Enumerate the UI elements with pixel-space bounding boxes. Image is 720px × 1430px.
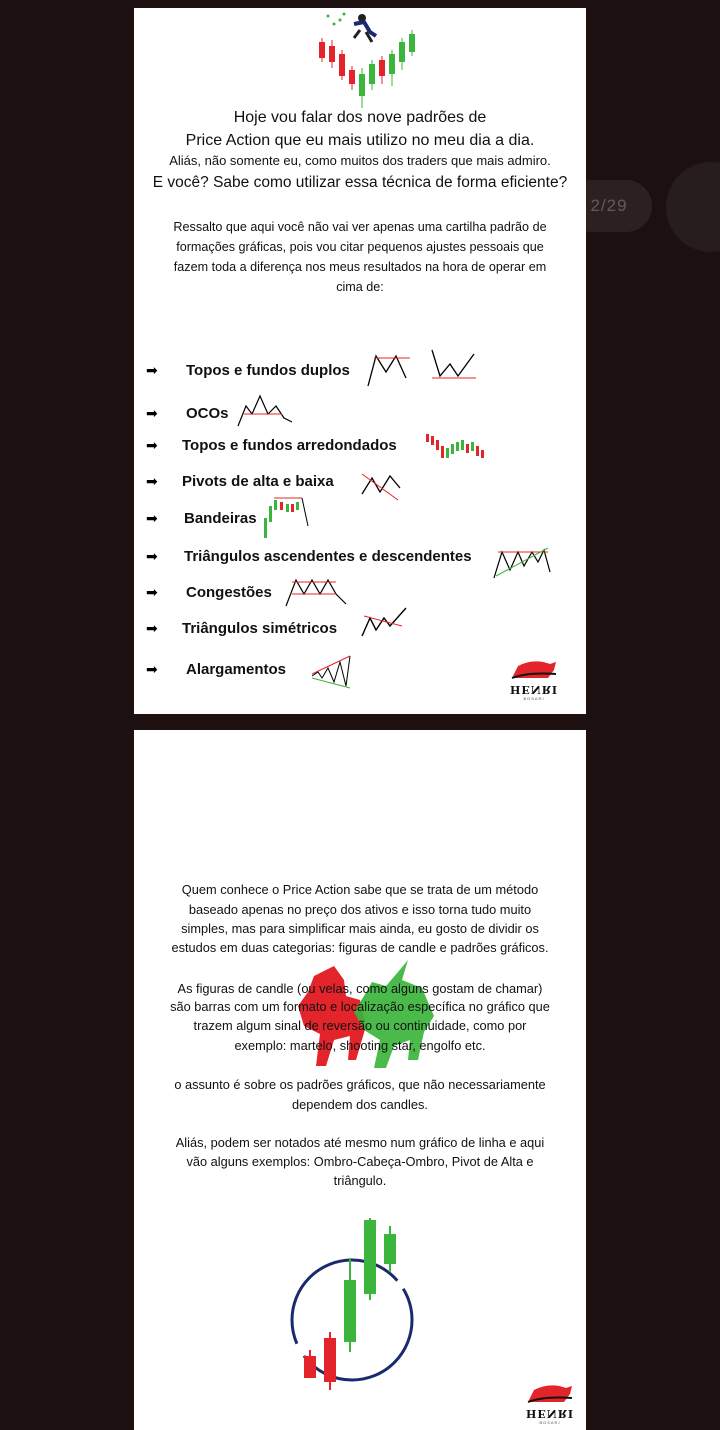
para4-line: vão alguns exemplos: Ombro-Cabeça-Ombro, Pivot de Alta e [186, 1154, 534, 1169]
logo-text: HENRI [509, 683, 559, 696]
intro-paragraph-line: cima de: [336, 280, 384, 294]
pattern-label: Topos e fundos arredondados [182, 436, 397, 454]
para2-line: são barras com um formato e localização específica no gráfico que [170, 999, 550, 1014]
brand-logo [522, 1382, 578, 1425]
pattern-label: Alargamentos [186, 660, 287, 678]
intro-line-3: Aliás, não somente eu, como muitos dos traders que mais admiro. [169, 153, 551, 168]
list-item [146, 615, 337, 641]
pattern-label: Pivots de alta e baixa [182, 472, 334, 490]
right-arrow-icon: ➡ [146, 509, 158, 526]
intro-line-2: Price Action que eu mais utilizo no meu dia a dia. [185, 132, 535, 149]
double-top-bottom-icon [366, 348, 484, 388]
para2-line: As figuras de candle (ou velas, como alguns gostam de chamar) [177, 981, 543, 996]
bull-icon [524, 1382, 576, 1404]
list-item [146, 432, 397, 458]
viewer-side-button[interactable] [666, 162, 720, 252]
slide-2 [134, 730, 586, 1430]
right-arrow-icon: ➡ [146, 583, 158, 600]
right-arrow-icon: ➡ [146, 619, 158, 636]
logo-text: HENRI [525, 1407, 575, 1420]
slide-1 [134, 8, 586, 714]
list-item [146, 656, 286, 682]
pattern-label: Triângulos ascendentes e descendentes [184, 547, 472, 565]
right-arrow-icon: ➡ [146, 436, 158, 453]
list-item [146, 505, 257, 531]
intro-paragraph-line: fazem toda a diferença nos meus resultados na hora de operar em [173, 260, 547, 274]
rounded-top-bottom-icon [424, 432, 488, 462]
right-arrow-icon: ➡ [146, 660, 158, 677]
list-item [146, 543, 472, 569]
para3-line: dependem dos candles. [292, 1097, 428, 1112]
list-item [146, 400, 229, 426]
para1-line: simples, mas para simplificar mais ainda, eu gosto de dividir os [181, 921, 539, 936]
para4-line: Aliás, podem ser notados até mesmo num gráfico de linha e aqui [175, 1135, 545, 1150]
para3-line: o assunto é sobre os padrões gráficos, que não necessariamente [174, 1077, 546, 1092]
para2-line: trazem algum sinal de reversão ou continuidade, como por [193, 1018, 527, 1033]
list-item [146, 357, 350, 383]
right-arrow-icon: ➡ [146, 404, 158, 421]
para4-line: triângulo. [333, 1173, 387, 1188]
bull-icon [508, 658, 560, 680]
candles-circle-illustration [284, 1216, 424, 1392]
intro-paragraph-line: Ressalto que aqui você não vai ver apenas uma cartilha padrão de [173, 220, 547, 234]
para1-line: Quem conhece o Price Action sabe que se trata de um método [181, 882, 539, 897]
right-arrow-icon: ➡ [146, 361, 158, 378]
broadening-icon [310, 654, 356, 692]
para1-line: estudos em duas categorias: figuras de candle e padrões gráficos. [171, 940, 549, 955]
page-counter: 2/29 [566, 180, 652, 232]
head-shoulders-icon [236, 392, 296, 428]
logo-sub: BOSARI [539, 1420, 561, 1425]
congestion-icon [284, 574, 350, 608]
logo-sub: BOSARI [523, 696, 545, 701]
symmetric-triangle-icon [360, 606, 410, 638]
para2-line: exemplo: martelo, shooting star, engolfo etc. [234, 1038, 486, 1053]
pattern-label: Congestões [186, 583, 272, 601]
right-arrow-icon: ➡ [146, 472, 158, 489]
flag-icon [262, 490, 312, 546]
pattern-label: OCOs [186, 404, 229, 422]
pattern-label: Triângulos simétricos [182, 619, 338, 637]
list-item [146, 579, 272, 605]
candles-runner-illustration [314, 10, 424, 110]
intro-line-1: Hoje vou falar dos nove padrões de [233, 109, 487, 126]
asc-desc-triangle-icon [492, 544, 556, 580]
runner-icon [327, 13, 377, 43]
intro-line-4: E você? Sabe como utilizar essa técnica de forma eficiente? [152, 174, 568, 191]
intro-paragraph-line: formações gráficas, pois vou citar pequenos ajustes pessoais que [176, 240, 544, 254]
pivot-icon [360, 470, 404, 500]
pattern-label: Bandeiras [184, 509, 257, 527]
candles-icon [319, 30, 415, 108]
para1-line: baseado apenas no preço dos ativos e isso torna tudo muito [188, 902, 532, 917]
right-arrow-icon: ➡ [146, 547, 158, 564]
brand-logo [506, 658, 562, 701]
pattern-label: Topos e fundos duplos [186, 361, 350, 379]
